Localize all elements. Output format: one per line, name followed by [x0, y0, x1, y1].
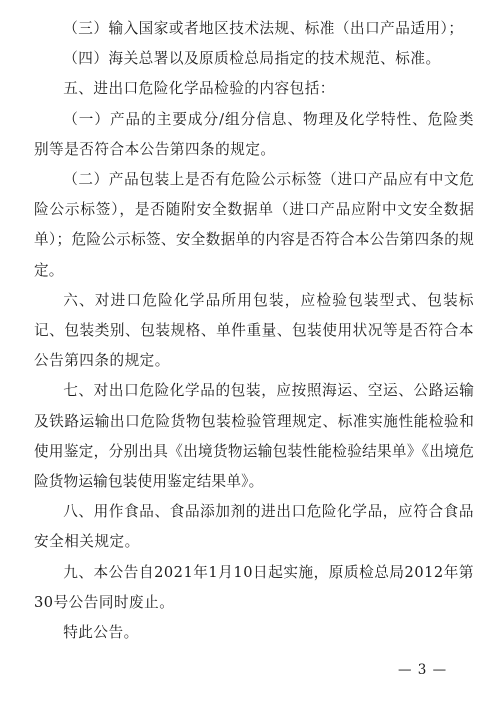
- document-page: [34, 14, 474, 648]
- paragraph-item-5-1: （一）产品的主要成分/组分信息、物理及化学特性、危险类别等是否符合本公告第四条的规定。: [34, 110, 474, 158]
- closing-statement: 特此公告。: [63, 624, 139, 642]
- section-6-paragraph: 六、对进口危险化学品所用包装，应检验包装型式、包装标记、包装类别、包装规格、单件重量、包装使用状况等是否符合本公告第四条的规定。: [34, 291, 474, 370]
- paragraph-item-3-4: （四）海关总署以及原质检总局指定的技术规范、标准。: [63, 50, 441, 68]
- section-9-paragraph: 九、本公告自2021年1月10日起实施，原质检总局2012年第30号公告同时废止。: [34, 563, 474, 611]
- paragraph-item-5-2: （二）产品包装上是否有危险公示标签（进口产品应有中文危险公示标签），是否随附安全数据单（进口产品应附中文安全数据单）；危险公示标签、安全数据单的内容是否符合本公告第四条的规定。: [34, 171, 474, 279]
- section-8-paragraph: 八、用作食品、食品添加剂的进出口危险化学品，应符合食品安全相关规定。: [34, 503, 474, 551]
- page-number: — 3 —: [398, 662, 448, 678]
- section-5-heading: 五、进出口危险化学品检验的内容包括：: [63, 80, 335, 98]
- paragraph-item-3-3: （三）输入国家或者地区技术法规、标准（出口产品适用）；: [63, 20, 464, 37]
- section-7-paragraph: 七、对出口危险化学品的包装，应按照海运、空运、公路运输及铁路运输出口危险货物包装检验管理规定、标准实施性能检验和使用鉴定，分别出具《出境货物运输包装性能检验结果单》《出境危险货物运输包装使用鉴定结果单》。: [34, 382, 474, 491]
